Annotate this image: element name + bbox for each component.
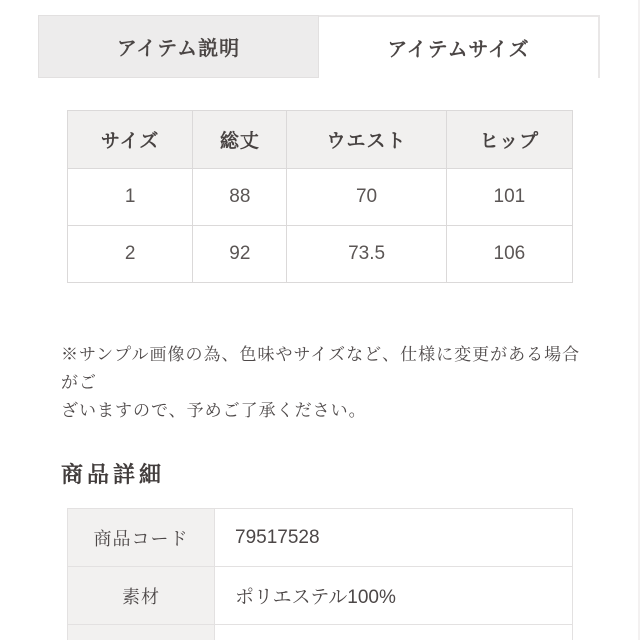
truncated-row-value — [215, 625, 573, 640]
length-value: 92 — [193, 226, 287, 283]
note-line-1: ※サンプル画像の為、色味やサイズなど、仕様に変更がある場合がご — [61, 345, 581, 392]
hip-value: 106 — [446, 226, 572, 283]
waist-value: 70 — [287, 169, 446, 226]
truncated-row-label — [68, 625, 215, 640]
material-label: 素材 — [68, 567, 215, 625]
size-value: 1 — [68, 169, 193, 226]
size-table-header-hip: ヒップ — [446, 111, 572, 169]
details-row-material — [68, 567, 573, 625]
size-value: 2 — [68, 226, 193, 283]
sample-disclaimer-note — [61, 341, 591, 425]
size-table-header-waist: ウエスト — [287, 111, 446, 169]
product-details-heading: 商品詳細 — [61, 462, 166, 487]
product-code-label: 商品コード — [68, 509, 215, 567]
hip-value: 101 — [446, 169, 572, 226]
size-table-header-size: サイズ — [68, 111, 193, 169]
size-table — [67, 110, 573, 283]
details-row-truncated — [68, 625, 573, 640]
size-table-row-2 — [68, 226, 573, 283]
note-line-2: ざいますので、予めご了承ください。 — [61, 401, 367, 420]
size-table-header-row — [68, 111, 573, 169]
tab-item-description[interactable]: アイテム説明 — [38, 15, 319, 78]
waist-value: 73.5 — [287, 226, 446, 283]
tab-bar — [38, 15, 600, 78]
material-value: ポリエステル100% — [215, 567, 573, 625]
product-code-value: 79517528 — [215, 509, 573, 567]
length-value: 88 — [193, 169, 287, 226]
size-table-row-1 — [68, 169, 573, 226]
tab-item-size[interactable]: アイテムサイズ — [319, 15, 600, 78]
details-row-product-code — [68, 509, 573, 567]
size-table-header-length: 総丈 — [193, 111, 287, 169]
product-details-table — [67, 508, 573, 640]
